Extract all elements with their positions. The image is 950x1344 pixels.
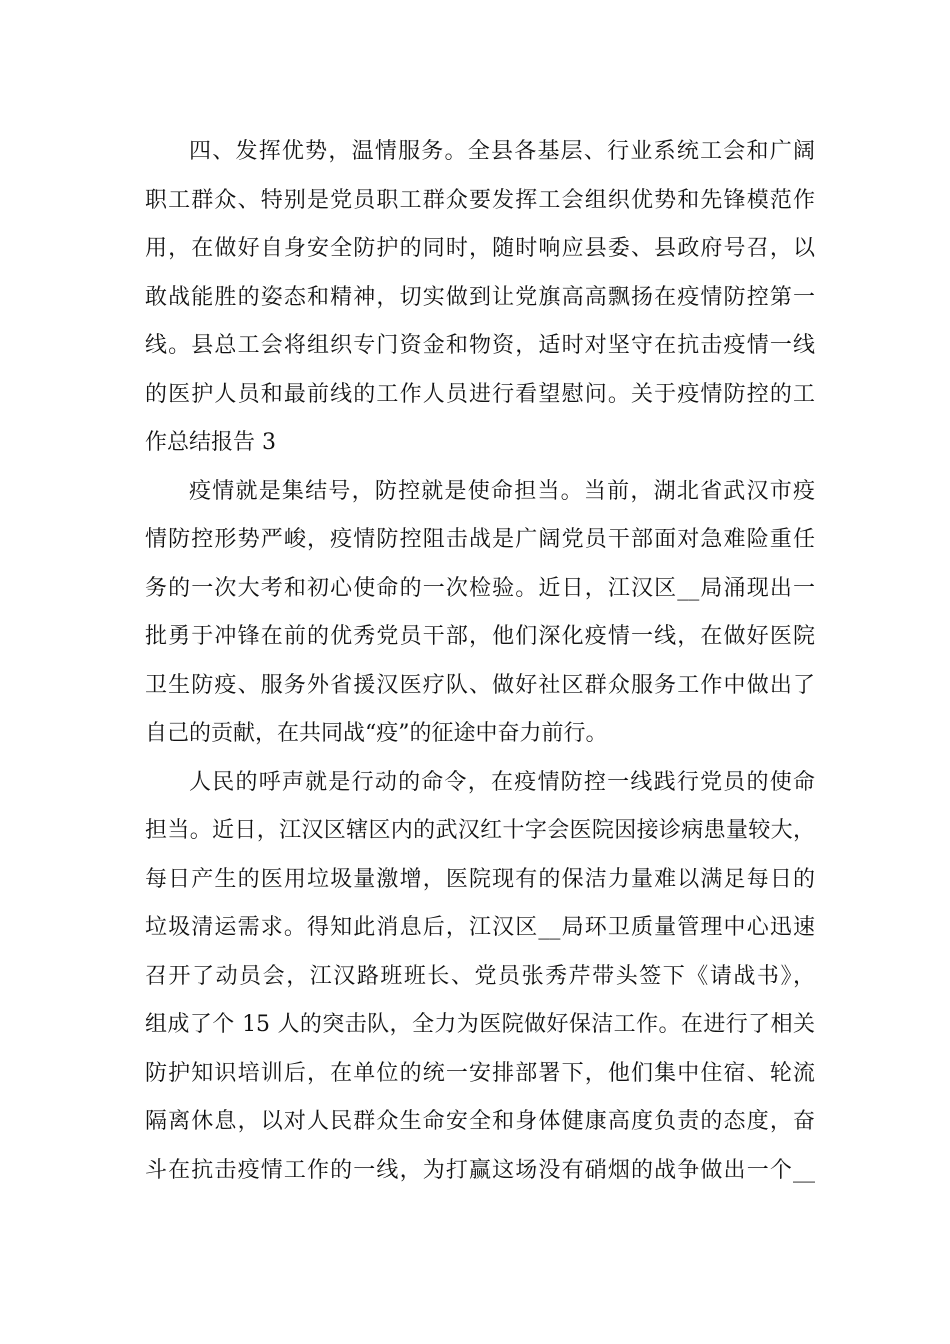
- paragraph-line: 疫情就是集结号，防控就是使命担当。当前，湖北省武汉市疫: [189, 478, 815, 504]
- document-body: [145, 128, 815, 1195]
- paragraph-line: 防护知识培训后，在单位的统一安排部署下，他们集中住宿、轮流: [145, 1060, 815, 1086]
- paragraph-line: 的医护人员和最前线的工作人员进行看望慰问。关于疫情防控的工: [145, 381, 815, 407]
- paragraph-line: 自己的贡献，在共同战“疫”的征途中奋力前行。: [145, 721, 608, 746]
- paragraph-line: 隔离休息，以对人民群众生命安全和身体健康高度负责的态度，奋: [145, 1109, 815, 1134]
- paragraph-line: 用，在做好自身安全防护的同时，随时响应县委、县政府号召，以: [145, 236, 815, 261]
- paragraph-line: 垃圾清运需求。得知此消息后，江汉区__局环卫质量管理中心迅速: [145, 915, 815, 940]
- paragraph-line: 人民的呼声就是行动的命令，在疫情防控一线践行党员的使命: [189, 769, 815, 795]
- paragraph-1: [145, 128, 815, 468]
- paragraph-line: 斗在抗击疫情工作的一线，为打赢这场没有硝烟的战争做出一个__: [145, 1157, 815, 1183]
- paragraph-line: 担当。近日，江汉区辖区内的武汉红十字会医院因接诊病患量较大，: [145, 818, 815, 843]
- paragraph-line: 召开了动员会，江汉路班班长、党员张秀芹带头签下《请战书》，: [145, 963, 815, 989]
- paragraph-line: 卫生防疫、服务外省援汉医疗队、做好社区群众服务工作中做出了: [145, 672, 815, 698]
- paragraph-line: 每日产生的医用垃圾量激增，医院现有的保洁力量难以满足每日的: [145, 866, 815, 892]
- paragraph-line: 职工群众、特别是党员职工群众要发挥工会组织优势和先锋模范作: [145, 187, 815, 213]
- paragraph-line: 四、发挥优势，温情服务。全县各基层、行业系统工会和广阔: [189, 139, 815, 164]
- paragraph-line: 线。县总工会将组织专门资金和物资，适时对坚守在抗击疫情一线: [145, 333, 815, 358]
- paragraph-3: [145, 759, 815, 1196]
- paragraph-line: 批勇于冲锋在前的优秀党员干部，他们深化疫情一线，在做好医院: [145, 624, 815, 649]
- paragraph-2: [145, 468, 815, 759]
- paragraph-line: 敢战能胜的姿态和精神，切实做到让党旗高高飘扬在疫情防控第一: [145, 284, 815, 310]
- paragraph-line: 组成了个 15 人的突击队，全力为医院做好保洁工作。在进行了相关: [145, 1012, 815, 1037]
- paragraph-line: 务的一次大考和初心使命的一次检验。近日，江汉区__局涌现出一: [145, 575, 815, 601]
- paragraph-line: 作总结报告 3: [145, 430, 276, 455]
- paragraph-line: 情防控形势严峻，疫情防控阻击战是广阔党员干部面对急难险重任: [145, 527, 815, 552]
